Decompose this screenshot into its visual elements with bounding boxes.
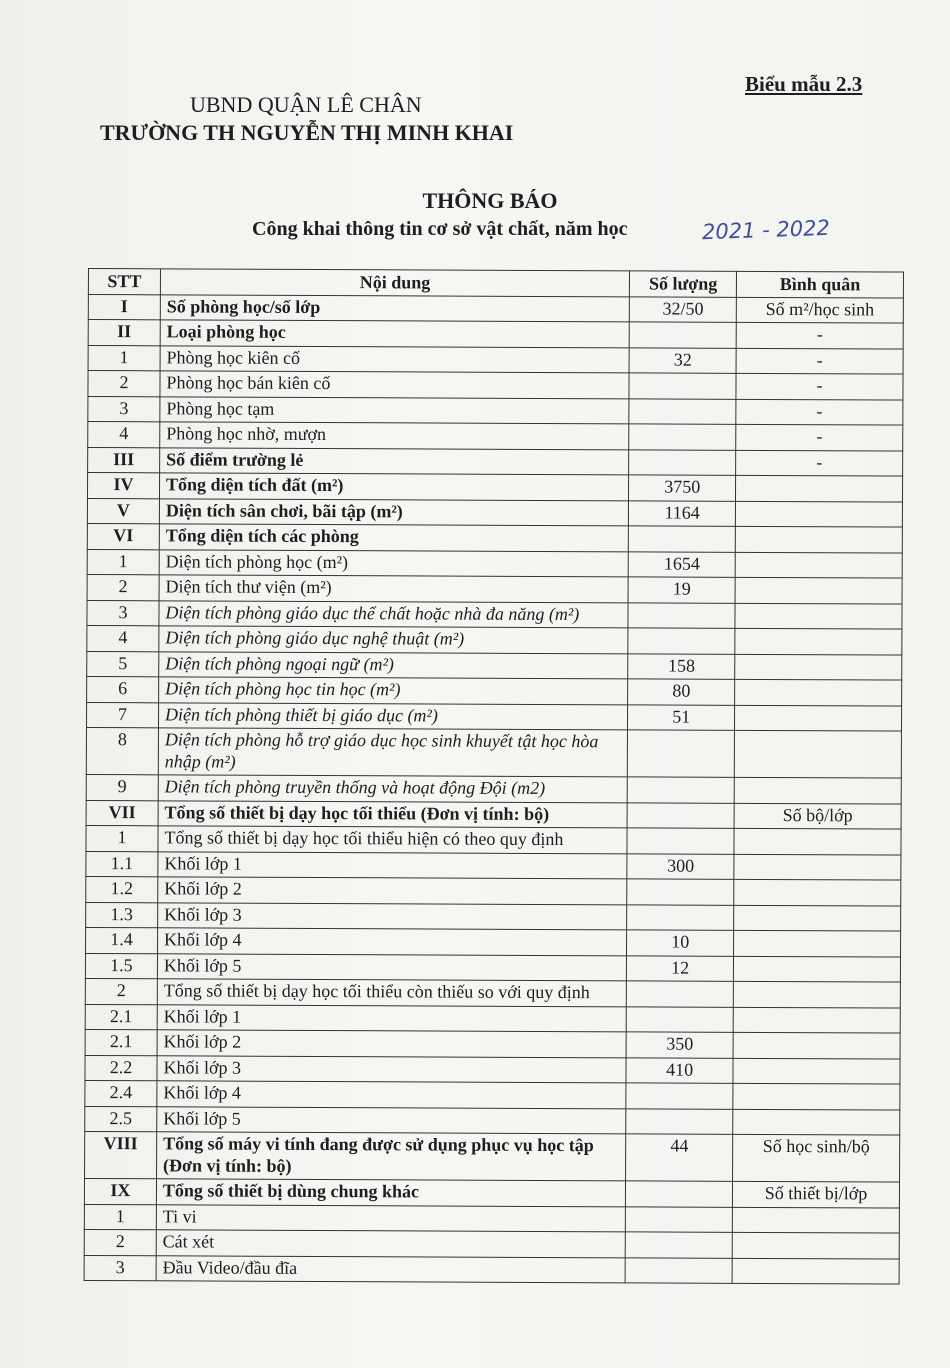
row-average: - [736,348,903,374]
row-content: Phòng học bán kiên cố [160,371,629,399]
row-average [734,730,901,778]
row-content: Tổng diện tích các phòng [159,524,628,552]
row-quantity: 12 [627,955,734,981]
row-quantity [627,879,734,905]
row-quantity [627,802,734,828]
row-content: Diện tích phòng thiết bị giáo dục (m²) [158,702,627,730]
row-average [734,777,901,803]
row-content: Khối lớp 3 [158,902,627,930]
table-row [87,574,902,603]
row-content: Đầu Video/đầu đĩa [156,1255,625,1283]
row-quantity [627,777,734,803]
row-content: Diện tích phòng hỗ trợ giáo dục học sinh khuyết tật học hòa nhập (m²) [158,728,627,777]
row-content: Khối lớp 4 [157,928,626,956]
org-school: TRƯỜNG TH NGUYỄN THỊ MINH KHAI [100,120,514,145]
row-average [735,628,902,654]
row-content: Diện tích sân chơi, bãi tập (m²) [159,498,628,526]
table-row [86,851,901,880]
row-stt: V [87,498,159,524]
row-average: Số học sinh/bộ [733,1134,900,1182]
row-stt: 2.5 [85,1106,157,1132]
row-average [735,705,902,731]
table-row [86,902,901,931]
table-row [85,1055,900,1084]
table-row [86,774,901,803]
row-content: Khối lớp 3 [157,1055,626,1083]
row-stt: 2.2 [85,1055,157,1081]
row-stt: 1.4 [86,927,158,953]
table-row [87,651,902,680]
row-stt: 8 [86,727,158,774]
row-quantity: 51 [628,704,735,730]
row-quantity [626,1006,733,1032]
row-stt: VII [86,800,158,826]
row-average [734,854,901,880]
row-content: Khối lớp 5 [157,953,626,981]
row-content: Cát xét [156,1230,625,1258]
row-stt: 2 [88,371,160,397]
row-content: Diện tích phòng giáo dục nghệ thuật (m²) [159,626,628,654]
row-quantity: 80 [628,679,735,705]
row-quantity: 1164 [629,500,736,526]
row-stt: 2 [85,978,157,1004]
row-stt: VI [87,523,159,549]
row-stt: I [88,294,160,320]
row-quantity [625,1232,732,1258]
row-quantity [629,449,736,475]
row-content: Khối lớp 1 [157,1004,626,1032]
row-quantity: 410 [626,1057,733,1083]
row-quantity [629,322,736,348]
table-row [84,1229,899,1258]
row-content: Loại phòng học [160,320,629,348]
table-row [84,1204,899,1233]
row-stt: 2 [84,1229,156,1255]
table-row [87,523,902,552]
row-quantity [627,981,734,1007]
table-row [85,1131,900,1182]
row-quantity: 158 [628,653,735,679]
table-row [87,498,902,527]
row-quantity: 32 [629,347,736,373]
row-quantity: 32/50 [630,296,737,322]
row-content: Ti vi [156,1204,625,1232]
row-stt: 1.2 [86,876,158,902]
table-row [87,625,902,654]
row-content: Khối lớp 1 [158,851,627,879]
row-stt: 5 [87,651,159,677]
row-average [735,603,902,629]
row-content: Khối lớp 5 [157,1106,626,1134]
row-average [734,879,901,905]
row-average: Số thiết bị/lớp [733,1181,900,1207]
table-row [86,800,901,829]
row-stt: 9 [86,774,158,800]
row-average [732,1258,899,1284]
row-quantity [629,373,736,399]
document-title: THÔNG BÁO [422,188,558,213]
row-stt: 2.1 [85,1004,157,1030]
table-header-row [88,269,903,298]
table-row [85,1029,900,1058]
row-average [734,828,901,854]
table-row [86,825,901,854]
table-row [87,473,902,502]
row-average: - [736,322,903,348]
table-row [85,1080,900,1109]
table-row [87,676,902,705]
row-average: Số bộ/lớp [734,803,901,829]
row-content: Tổng diện tích đất (m²) [159,473,628,501]
col-header-quantity: Số lượng [630,271,737,297]
row-average [735,577,902,603]
row-average [735,679,902,705]
table-row [88,345,903,374]
row-average [733,1007,900,1033]
row-quantity [626,1108,733,1134]
row-stt: 1 [84,1204,156,1230]
row-stt: 1 [88,345,160,371]
row-quantity [628,628,735,654]
row-content: Diện tích phòng giáo dục thể chất hoặc nhà đa năng (m²) [159,600,628,628]
row-quantity [629,424,736,450]
table-row [87,600,902,629]
row-content: Phòng học tạm [160,396,629,424]
handwritten-year: 2021 - 2022 [701,215,831,245]
row-average [734,956,901,982]
row-quantity [627,828,734,854]
row-quantity: 19 [628,577,735,603]
row-content: Số phòng học/số lớp [160,294,629,322]
row-content: Diện tích phòng truyền thống và hoạt động Đội (m2) [158,775,627,803]
row-average [733,1058,900,1084]
row-average [734,905,901,931]
row-content: Tổng số thiết bị dạy học tối thiểu hiện có theo quy định [158,826,627,854]
row-content: Phòng học kiên cố [160,345,629,373]
row-average [732,1207,899,1233]
row-content: Khối lớp 2 [158,877,627,905]
row-quantity [626,1083,733,1109]
table-row [85,1106,900,1135]
row-content: Diện tích phòng ngoại ngữ (m²) [159,651,628,679]
row-stt: 1 [86,825,158,851]
table-row [84,1255,899,1284]
row-stt: 1.5 [85,953,157,979]
row-quantity: 350 [626,1032,733,1058]
table-row [86,702,901,731]
row-average [733,1032,900,1058]
table-row [88,294,903,323]
table-row [88,422,903,451]
table-row [88,371,903,400]
row-content: Diện tích thư viện (m²) [159,575,628,603]
row-content: Số điểm trường lẻ [160,447,629,475]
row-average [733,981,900,1007]
document-subtitle: Công khai thông tin cơ sở vật chất, năm học [252,218,628,240]
row-average: - [736,424,903,450]
row-stt: 3 [87,600,159,626]
row-average [734,930,901,956]
table-row [88,447,903,476]
table-row [88,396,903,425]
row-stt: 3 [84,1255,156,1281]
row-stt: 1.3 [86,902,158,928]
row-stt: 6 [87,676,159,702]
row-content: Tổng số thiết bị dùng chung khác [156,1179,625,1207]
row-average [735,526,902,552]
form-code: Biểu mẫu 2.3 [745,72,863,96]
row-average: - [736,373,903,399]
row-quantity [626,1181,733,1207]
table-body [84,294,903,1284]
table-row [84,1178,899,1207]
row-content: Tổng số máy vi tính đang được sử dụng phục vụ học tập (Đơn vị tính: bộ) [156,1132,625,1181]
row-stt: II [88,320,160,346]
row-quantity: 44 [626,1134,733,1181]
row-quantity [627,904,734,930]
row-quantity [629,526,736,552]
row-content: Phòng học nhờ, mượn [160,422,629,450]
row-average [735,654,902,680]
row-quantity [625,1257,732,1283]
row-stt: 7 [86,702,158,728]
row-quantity [626,1206,733,1232]
row-stt: 2.1 [85,1029,157,1055]
row-content: Tổng số thiết bị dạy học tối thiểu (Đơn vị tính: bộ) [158,800,627,828]
row-stt: 2 [87,574,159,600]
row-quantity [629,398,736,424]
table-row [86,727,901,778]
col-header-average: Bình quân [737,271,904,297]
col-header-stt: STT [88,269,160,295]
facilities-table [84,268,904,1285]
row-average [732,1232,899,1258]
table-row [86,876,901,905]
row-content: Tổng số thiết bị dạy học tối thiểu còn thiếu so với quy định [157,979,626,1007]
table-row [85,1004,900,1033]
row-stt: III [88,447,160,473]
row-quantity [628,602,735,628]
row-quantity: 3750 [629,475,736,501]
row-quantity: 1654 [628,551,735,577]
row-stt: 1.1 [86,851,158,877]
row-content: Diện tích phòng học (m²) [159,549,628,577]
row-average: Số m²/học sinh [736,297,903,323]
row-quantity: 300 [627,853,734,879]
row-average [736,501,903,527]
row-stt: 2.4 [85,1080,157,1106]
row-quantity [628,730,735,777]
row-content: Diện tích phòng học tin học (m²) [159,677,628,705]
table-row [85,978,900,1007]
table-row [86,927,901,956]
row-average [736,475,903,501]
org-district: UBND QUẬN LÊ CHÂN [190,92,422,117]
row-stt: 4 [88,422,160,448]
row-stt: VIII [85,1131,157,1178]
row-average [735,552,902,578]
row-average: - [736,399,903,425]
col-header-content: Nội dung [160,269,629,297]
table-row [88,320,903,349]
row-stt: IX [84,1178,156,1204]
row-average: - [736,450,903,476]
row-stt: 1 [87,549,159,575]
row-stt: 3 [88,396,160,422]
table-row [85,953,900,982]
row-stt: IV [87,473,159,499]
row-content: Khối lớp 2 [157,1030,626,1058]
row-stt: 4 [87,625,159,651]
row-average [733,1109,900,1135]
row-average [733,1083,900,1109]
row-quantity: 10 [627,930,734,956]
row-content: Khối lớp 4 [157,1081,626,1109]
table-row [87,549,902,578]
